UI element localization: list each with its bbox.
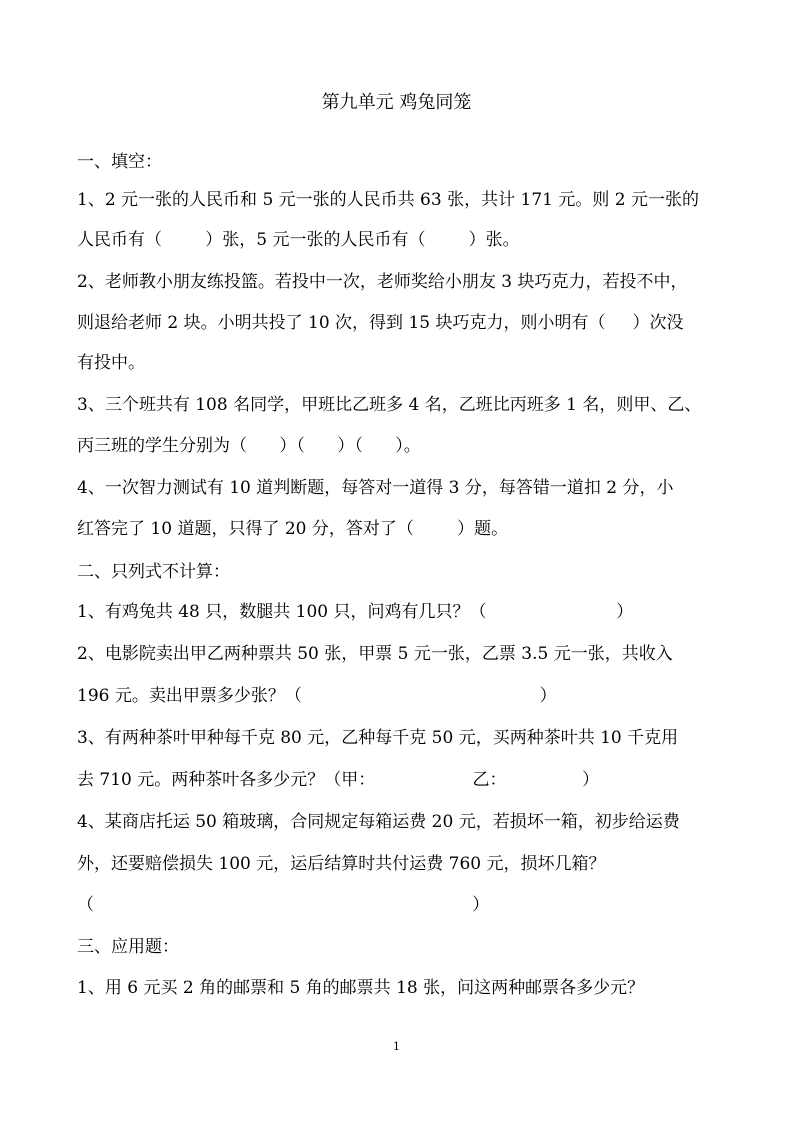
page-number: 1 [393, 1040, 400, 1053]
question-line: 3、三个班共有 108 名同学，甲班比乙班多 4 名，乙班比丙班多 1 名，则甲、乙、 [77, 395, 702, 415]
page-title: 第九单元 鸡兔同笼 [321, 92, 472, 113]
question-line: 红答完了 10 道题，只得了 20 分，答对了（ ）题。 [77, 519, 509, 539]
question-line: 有投中。 [77, 353, 145, 373]
question-line: 则退给老师 2 块。小明共投了 10 次，得到 15 块巧克力，则小明有（ ）次没 [77, 313, 684, 333]
question-line: 3、有两种茶叶甲种每千克 80 元，乙种每千克 50 元，买两种茶叶共 10 千克用 [77, 728, 679, 748]
question-line: 1、用 6 元买 2 角的邮票和 5 角的邮票共 18 张，问这两种邮票各多少元？ [77, 978, 645, 998]
section-heading-fill-blank: 一、填空： [77, 152, 162, 172]
question-line: 人民币有（ ）张，5 元一张的人民币有（ ）张。 [77, 230, 520, 250]
question-line: 4、一次智力测试有 10 道判断题，每答对一道得 3 分，每答错一道扣 2 分，小 [77, 478, 674, 498]
section-heading-word-problems: 三、应用题： [77, 937, 179, 957]
question-line: （ ） [77, 895, 490, 915]
question-line: 外，还要赔偿损失 100 元，运后结算时共付运费 760 元，损坏几箱？ [77, 854, 606, 874]
section-heading-formula: 二、只列式不计算： [77, 562, 230, 582]
question-line: 2、老师教小朋友练投篮。若投中一次，老师奖给小朋友 3 块巧克力，若投不中， [77, 272, 688, 292]
question-line: 196 元。卖出甲票多少张？（ ） [77, 686, 557, 706]
question-line: 2、电影院卖出甲乙两种票共 50 张，甲票 5 元一张，乙票 3.5 元一张，共收入 [77, 644, 673, 664]
question-line: 1、2 元一张的人民币和 5 元一张的人民币共 63 张，共计 171 元。则 2 元一张的 [77, 190, 699, 210]
question-line: 4、某商店托运 50 箱玻璃，合同规定每箱运费 20 元，若损坏一箱，初步给运费 [77, 812, 680, 832]
question-line: 丙三班的学生分别为（ ）（ ）（ ）。 [77, 436, 421, 456]
question-line: 1、有鸡兔共 48 只，数腿共 100 只，问鸡有几只？（ ） [77, 602, 634, 622]
question-line: 去 710 元。两种茶叶各多少元？（甲： 乙： ） [77, 770, 600, 790]
